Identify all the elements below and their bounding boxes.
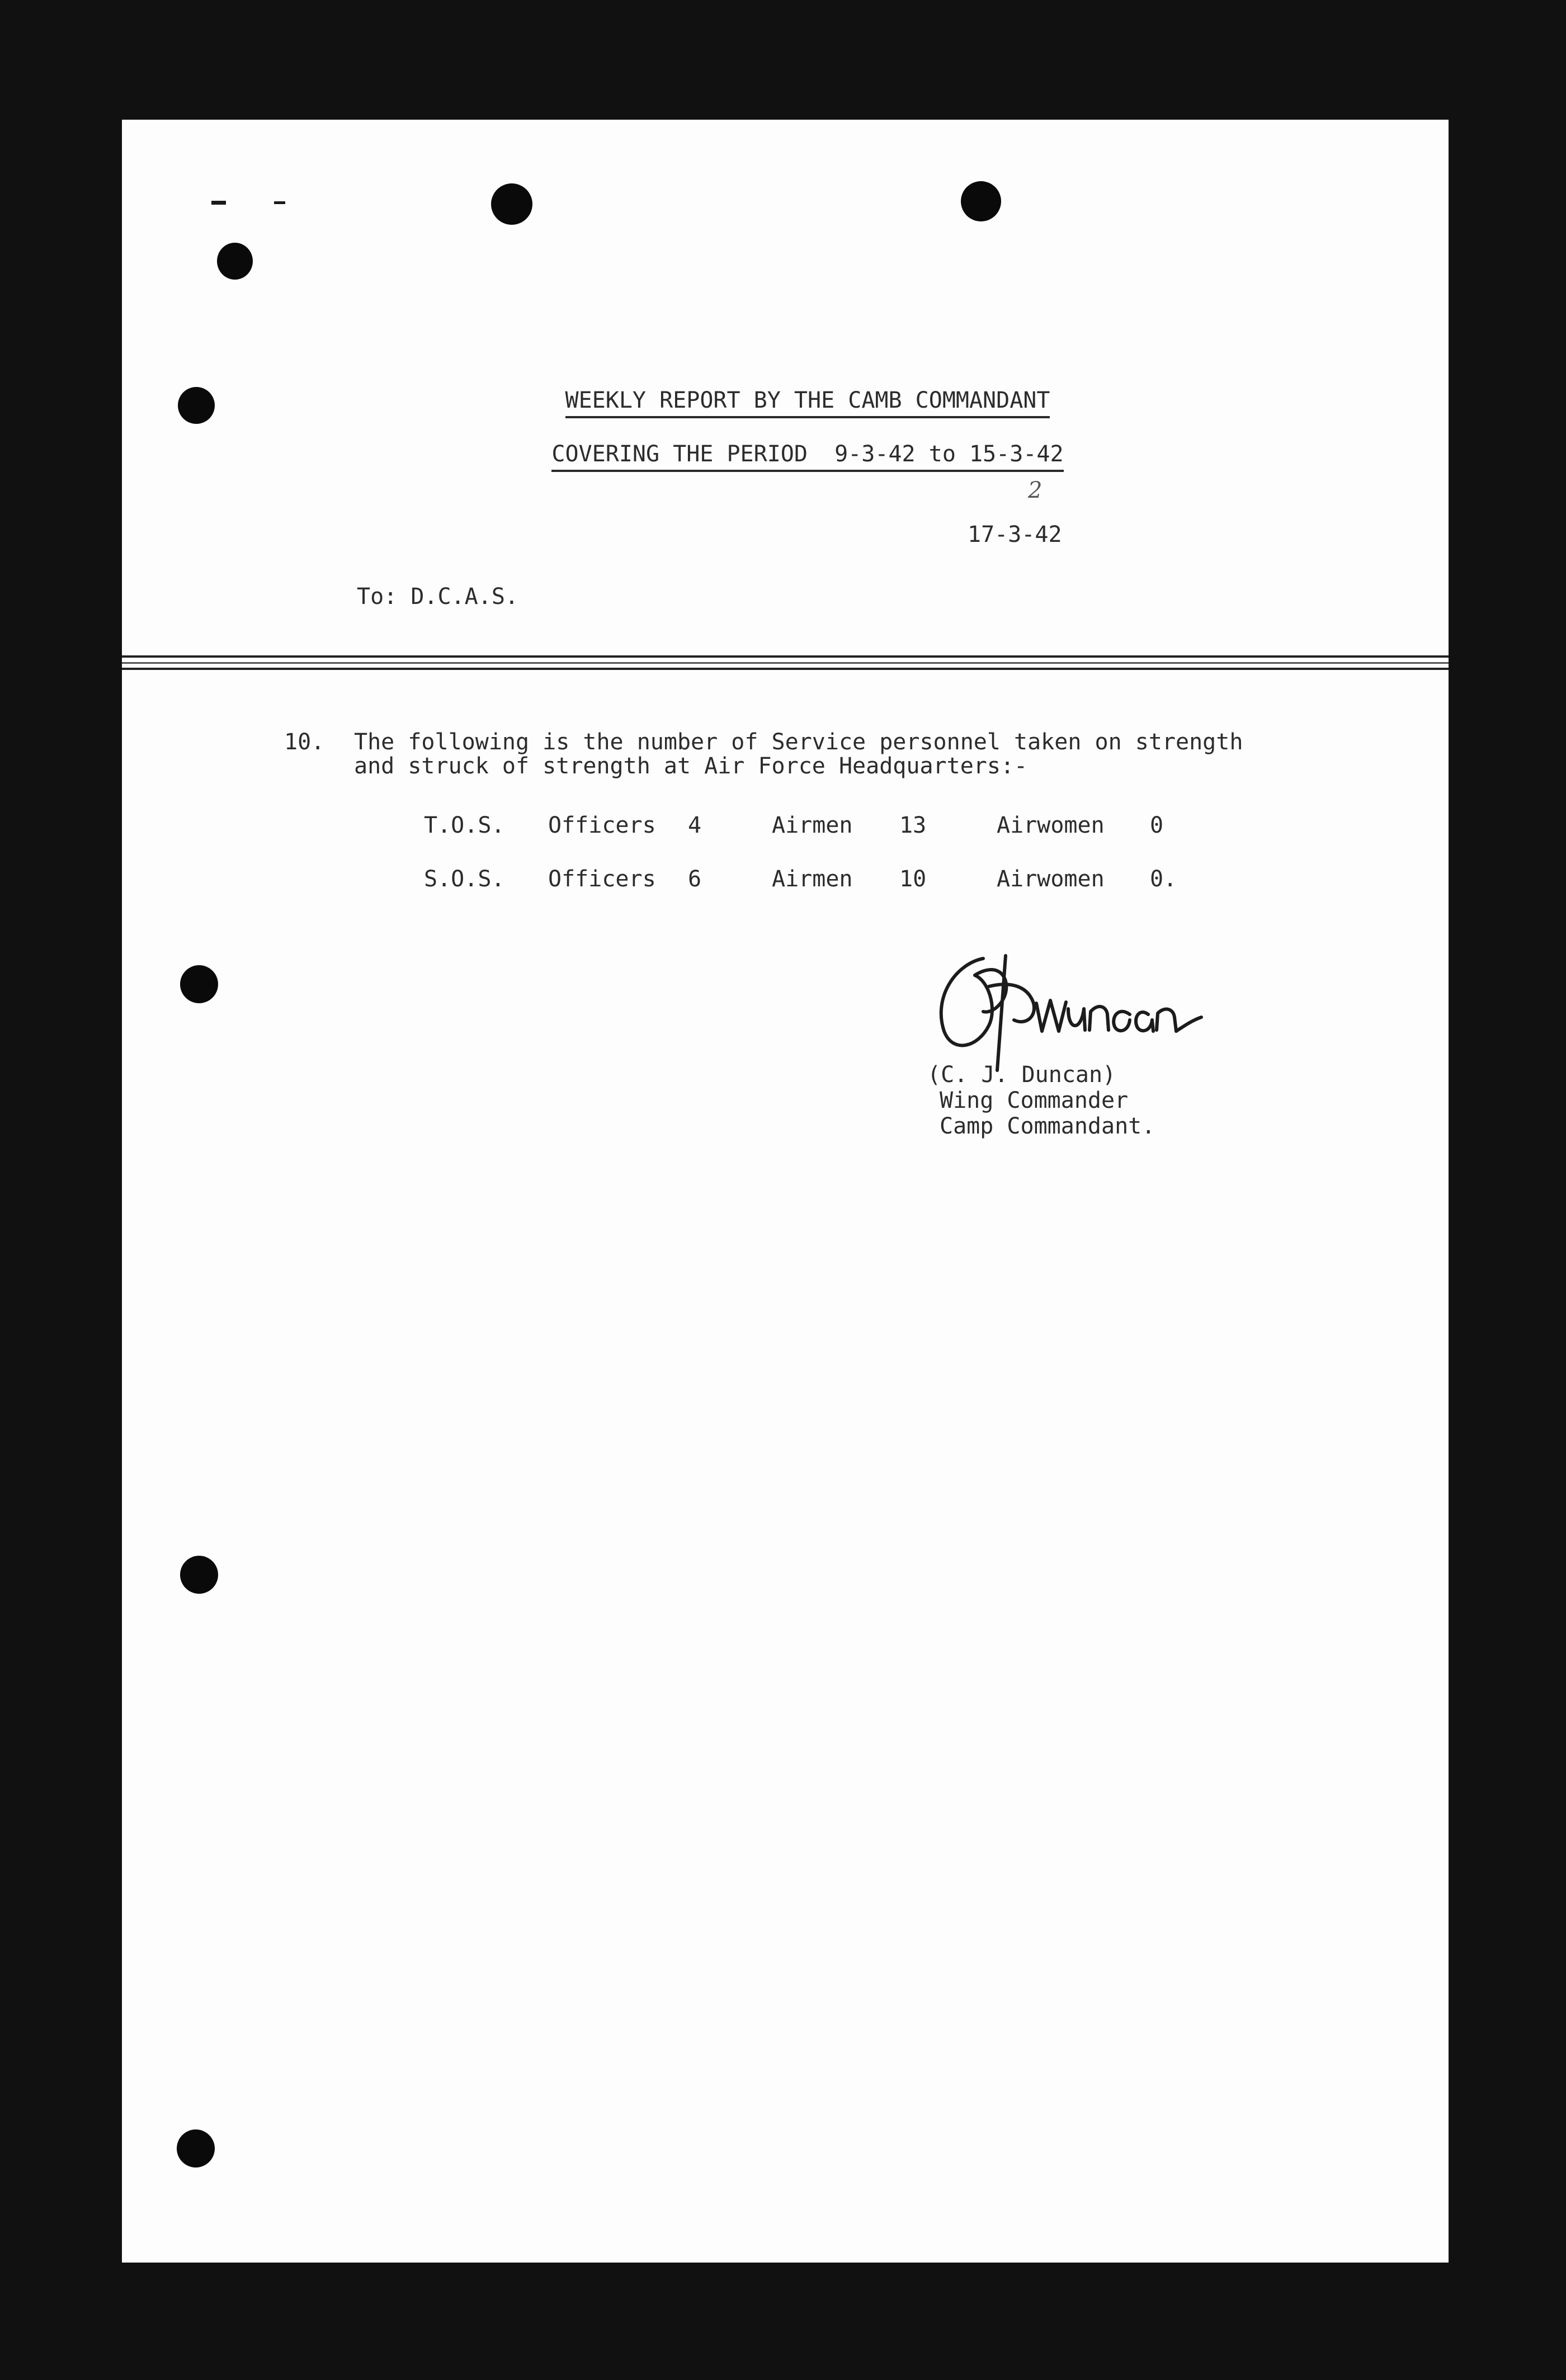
airmen-label: Airmen [772,813,853,838]
document-page [122,120,1449,2263]
paragraph-line: The following is the number of Service personnel taken on strength [354,729,1243,755]
punch-hole [180,965,218,1003]
addressee: To: D.C.A.S. [357,584,518,610]
punch-hole [177,2129,215,2168]
airwomen-count: 0. [1150,866,1177,892]
paragraph-number: 10. [284,729,325,755]
period-start: 9-3-42 [834,441,916,467]
report-title: WEEKLY REPORT BY THE CAMB COMMANDANT [122,389,1471,418]
airwomen-count: 0 [1150,813,1164,838]
airmen-label: Airmen [772,866,853,892]
punch-hole [961,181,1001,221]
airmen-count: 10 [899,866,927,892]
handwritten-signature [922,947,1213,1076]
punch-hole [180,1556,218,1594]
separator-line [122,655,1449,658]
edge-mark [274,201,285,204]
airwomen-label: Airwomen [997,813,1105,838]
separator-line [122,668,1449,670]
report-date: 17-3-42 [968,522,1062,547]
signatory-title: Camp Commandant. [940,1113,1155,1139]
officers-count: 6 [688,866,702,892]
report-period [122,443,1471,472]
officers-label: Officers [548,813,656,838]
airmen-count: 13 [899,813,927,838]
edge-mark [211,201,226,205]
paragraph-line: and struck of strength at Air Force Headquarters:- [354,753,1028,779]
officers-count: 4 [688,813,702,838]
hand-note: 2 [1028,478,1043,503]
signatory-name: (C. J. Duncan) [927,1062,1116,1088]
period-end: 15-3-42 [969,441,1064,467]
punch-hole [491,183,532,225]
row-code: T.O.S. [424,813,505,838]
separator-line [122,662,1449,664]
signatory-rank: Wing Commander [940,1088,1129,1113]
officers-label: Officers [548,866,656,892]
punch-hole [217,243,253,280]
airwomen-label: Airwomen [997,866,1105,892]
period-to: to [928,441,956,467]
period-label: COVERING THE PERIOD [551,441,808,467]
row-code: S.O.S. [424,866,505,892]
